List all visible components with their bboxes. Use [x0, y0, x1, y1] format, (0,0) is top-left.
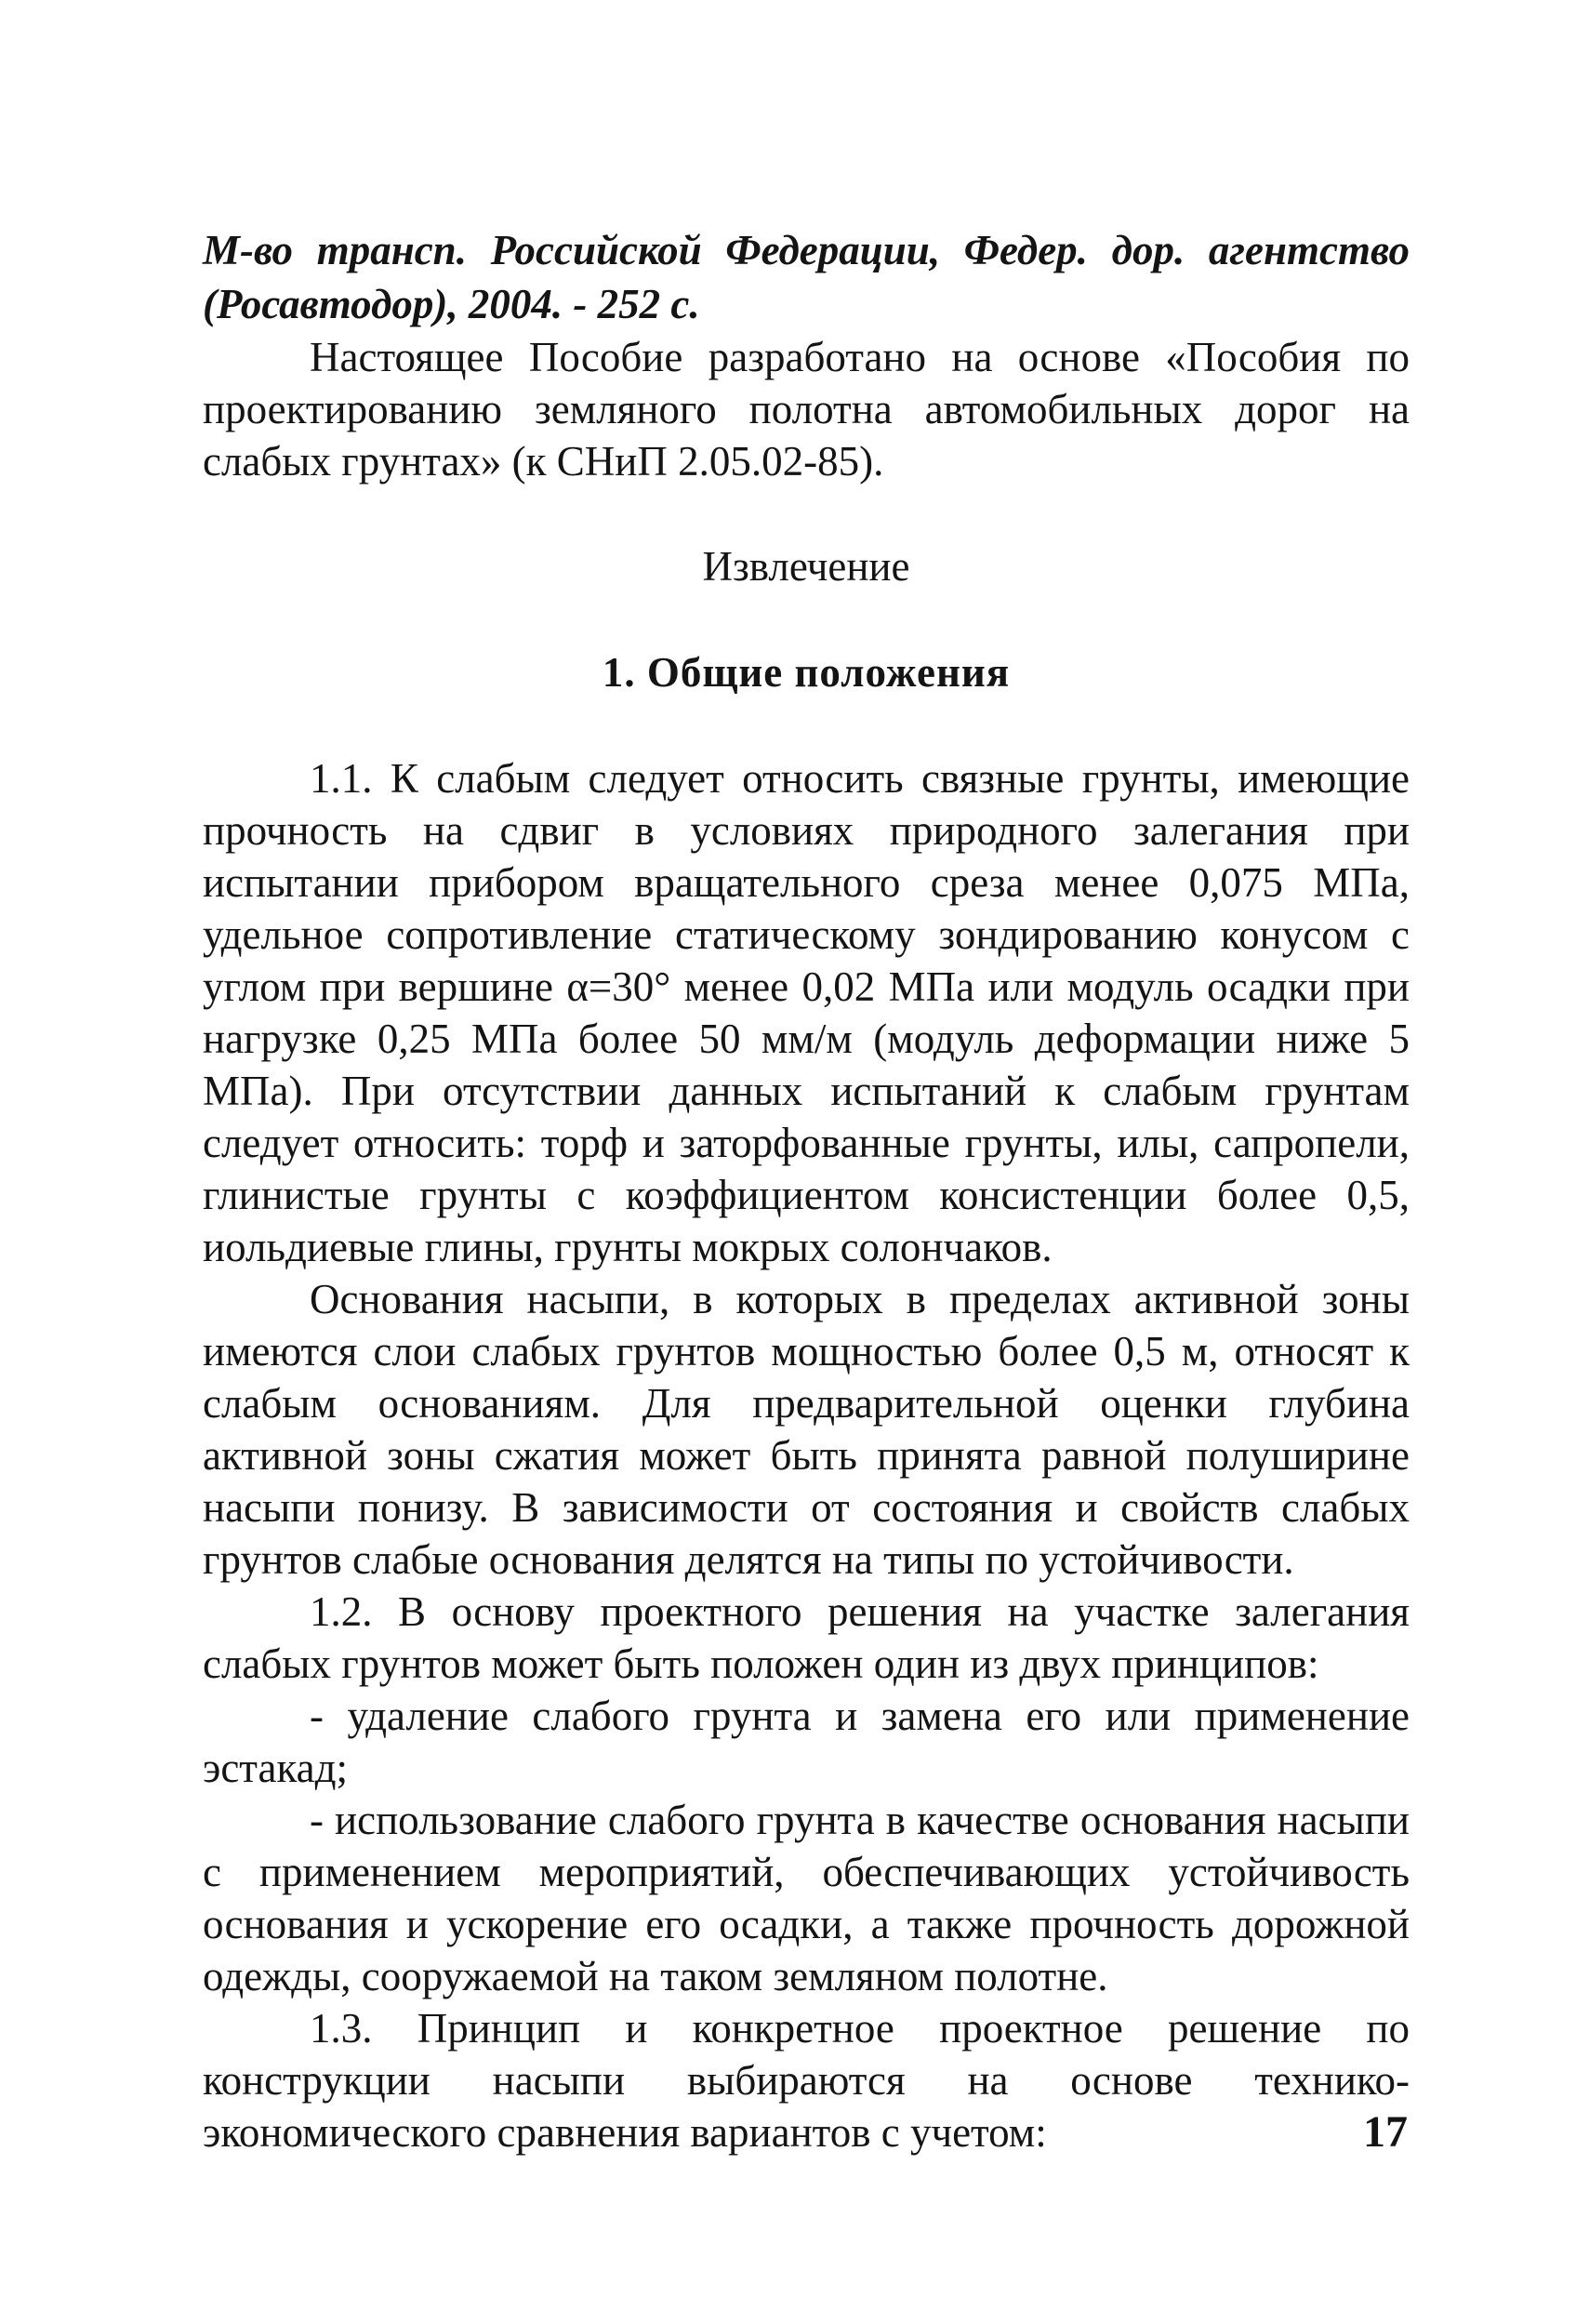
list-item-removal: - удаление слабого грунта и замена его или применение эстакад; [203, 1693, 1410, 1791]
page-content [203, 223, 1410, 2158]
list-item-use-weak-soil: - использование слабого грунта в качестве основания насыпи с применением мероприятий, обеспечивающих устойчивость основания и ускорение его осадки, а также прочность дорожной одежды, сооружаемой на таком земляном полотне. [203, 1797, 1410, 1999]
page-number: 17 [1363, 2107, 1408, 2157]
paragraph-weak-foundations: Основания насыпи, в которых в пределах активной зоны имеются слои слабых грунтов мощностью более 0,5 м, относят к слабым основаниям. Для предварительной оценки глубина активной зоны сжатия может быть принята равной полуширине насыпи понизу. В зависимости от состояния и свойств слабых грунтов слабые основания делятся на типы по устойчивости. [203, 1276, 1410, 1583]
intro-paragraph: Настоящее Пособие разработано на основе «Пособия по проектированию земляного полотна автомобильных дорог на слабых грунтах» (к СНиП 2.05.02-85). [203, 334, 1410, 485]
paragraph-1-3: 1.3. Принцип и конкретное проектное решение по конструкции насыпи выбираются на основе технико-экономического сравнения вариантов с учетом: [203, 2005, 1410, 2156]
section-title: 1. Общие положения [602, 649, 1011, 696]
paragraph-1-1: 1.1. К слабым следует относить связные грунты, имеющие прочность на сдвиг в условиях природного залегания при испытании прибором вращательного среза менее 0,075 МПа, удельное сопротивление статическому зондированию конусом с углом при вершине α=30° менее 0,02 МПа или модуль осадки при нагрузке 0,25 МПа более 50 мм/м (модуль деформации ниже 5 МПа). При отсутствии данных испытаний к слабым грунтам следует относить: торф и заторфованные грунты, илы, сапропели, глинистые грунты с коэффициентом консистенции более 0,5, иольдиевые глины, грунты мокрых солончаков. [203, 755, 1410, 1270]
paragraph-1-2: 1.2. В основу проектного решения на участке залегания слабых грунтов может быть положен один из двух принципов: [203, 1588, 1410, 1687]
extract-label: Извлечение [702, 543, 910, 590]
bibliographic-citation: М-во трансп. Российской Федерации, Федер. дор. агентство (Росавтодор), 2004. - 252 с. [203, 227, 1410, 327]
